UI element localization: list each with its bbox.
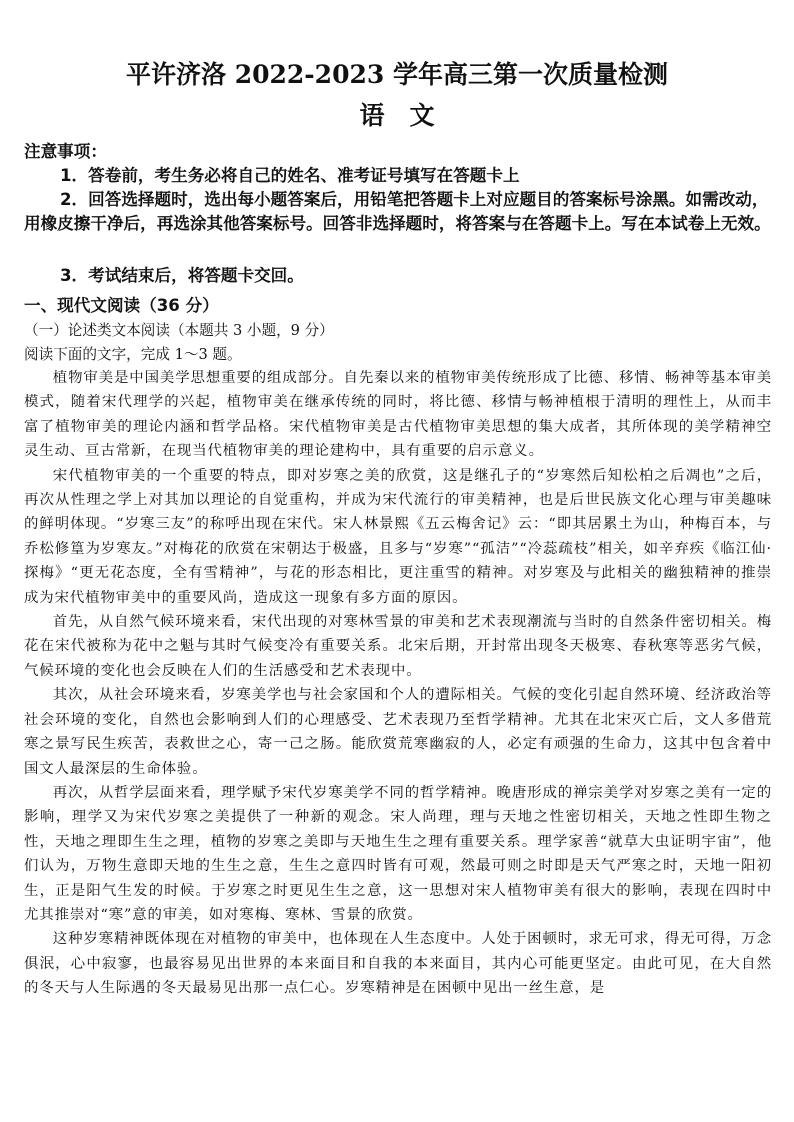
exam-title: 平许济洛 2022-2023 学年高三第一次质量检测 — [126, 60, 668, 89]
passage-paragraph-3: 首先，从自然气候环境来看，宋代出现的对寒林雪景的审美和艺术表现潮流与当时的自然条件密切相关。梅花在宋代被称为花中之魁与其时气候变冷有重要关系。北宋后期，开封常出现冬天极寒、春秋寒等恶劣气候，气候环境的变化也会反映在人们的生活感受和艺术表现中。 — [24, 614, 772, 679]
reading-instruction: 阅读下面的文字，完成 1～3 题。 — [24, 346, 242, 363]
passage-paragraph-1: 植物审美是中国美学思想重要的组成部分。自先秦以来的植物审美传统形成了比德、移情、畅神等基本审美模式，随着宋代理学的兴起，植物审美在继承传统的同时，将比德、移情与畅神植根于清明的理性上，从而丰富了植物审美的理论内涵和哲学品格。宋代植物审美是古代植物审美思想的集大成者，其所体现的美学精神空灵生动、亘古常新，在现当代植物审美的理论建构中，具有重要的启示意义。 — [24, 370, 772, 460]
passage-paragraph-6: 这种岁寒精神既体现在对植物的审美中，也体现在人生态度中。人处于困顿时，求无可求，得无可得，万念俱泯，心中寂寥，也最容易见出世界的本来面目和自我的本来面目，其内心可能更坚定。由此可见，在大自然的冬天与人生际遇的冬天最易见出那一点仁心。岁寒精神是在困顿中见出一丝生意，是 — [24, 931, 772, 997]
passage-paragraph-5: 再次，从哲学层面来看，理学赋予宋代岁寒美学不同的哲学精神。晚唐形成的禅宗美学对岁寒之美有一定的影响，理学又为宋代岁寒之美提供了一种新的观念。宋人尚理，理与天地之性密切相关，天地之性即生物之性，天地之理即生生之理，植物的岁寒之美即与天地生生之理有重要关系。理学家善“就草大虫证明宇宙”，他们认为，万物生意即天地的生生之意，生生之意四时皆有可观，然最可则之时即是天气严寒之时，天地一阳初生，正是阳气生发的时候。于岁寒之时更见生生之意，这一思想对宋人植物审美有很大的影响，表现在四时中尤其推崇对“寒”意的审美，如对寒梅、寒林、雪景的欣赏。 — [24, 784, 772, 923]
subject-title: 语 文 — [359, 101, 435, 130]
notice-item-2: 2．回答选择题时，选出每小题答案后，用铅笔把答题卡上对应题目的答案标号涂黑。如需改动，用橡皮擦干净后，再选涂其他答案标号。回答非选择题时，将答案与在答题卡上。写在本试卷上无效。 — [24, 190, 771, 233]
section-heading: 一、现代文阅读（36 分） — [24, 296, 219, 315]
notice-heading: 注意事项： — [24, 142, 107, 161]
passage-paragraph-2: 宋代植物审美的一个重要的特点，即对岁寒之美的欣赏，这是继孔子的“岁寒然后知松柏之后凋也”之后，再次从性理之学上对其加以理论的自觉重构，并成为宋代流行的审美精神，也是后世民族文化心理与审美趣味的鲜明体现。“岁寒三友”的称呼出现在宋代。宋人林景熙《五云梅舍记》云：“即其居累土为山，种梅百本，与乔松修篁为岁寒友。”对梅花的欣赏在宋朝达于极盛，且多与“岁寒”“孤洁”“冷蕊疏枝”相关，如辛弃疾《临江仙·探梅》“更无花态度，全有雪精神”，与花的形态相比，更注重雪的精神。对岁寒及与此相关的幽独精神的推崇成为宋代植物审美中的重要风尚，造成这一现象有多方面的原因。 — [24, 467, 772, 606]
notice-item-1: 1．答卷前，考生务必将自己的姓名、准考证号填写在答题卡上 — [60, 166, 520, 185]
section-subheading: （一）论述类文本阅读（本题共 3 小题，9 分） — [24, 322, 334, 339]
notice-item-3: 3．考试结束后，将答题卡交回。 — [60, 266, 304, 285]
reading-passage — [24, 366, 772, 1001]
passage-paragraph-4: 其次，从社会环境来看，岁寒美学也与社会家国和个人的遭际相关。气候的变化引起自然环境、经济政治等社会环境的变化，自然也会影响到人们的心理感受、艺术表现乃至哲学精神。尤其在北宋灭亡后，文人多借荒寒之景写民生疾苦，表救世之心，寄一己之肠。能欣赏荒寒幽寂的人，必定有顽强的生命力，这其中包含着中国文人最深层的生命体验。 — [24, 687, 772, 777]
